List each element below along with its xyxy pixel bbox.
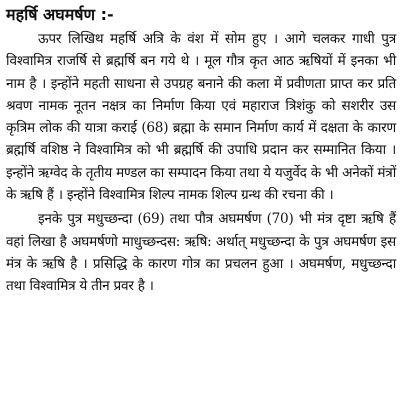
paragraph-2: इनके पुत्र मधुच्छन्दा (69) तथा पौत्र अघमर्षण (70) भी मंत्र दृष्टा ऋषि हैं वहां लिखा है अघमर्षणो माधुच्छन्दस: ऋषि: अर्थात् मधुच्छन्दा के पुत्र अघमर्षण इस मंत्र के ऋषि है । प्रसिद्धि के कारण गोत्र का प्रचलन हुआ । अघमर्षण, मधुच्छन्दा तथा विश्वामित्र ये तीन प्रवर है । (6, 211, 396, 295)
paragraph-1: ऊपर लिखिथ महर्षि अत्रि के वंश में सोम हुए । आगे चलकर गाधी पुत्र विश्वामित्र राजर्षि से ब्रह्मर्षि बन गये थे । मूल गौत्र कृत आठ ऋषियों में इनका भी नाम है । इन्होंने महती साधना से उपग्रह बनाने की कला में प्रवीणता प्राप्त कर प्रति श्रवण नामक नूतन नक्षत्र का निर्माण किया एवं महाराज त्रिशंकु को सशरीर उस कृत्रिम लोक की यात्रा कराई (68) ब्रह्मा के समान निर्माण कार्य में दक्षता के कारण ब्रह्मर्षि वशिष्ठ ने विश्वामित्र को भी ब्रह्मर्षि की उपाधि प्रदान कर सम्मानित किया । इन्होंने ऋग्वेद के तृतीय मण्डल का सम्पादन किया तथा ये यजुर्वेद के भी अनेकों मंत्रों के ऋषि हैं । इन्होंने विश्वामित्र शिल्प नामक शिल्प ग्रन्थ की रचना की । (6, 31, 396, 204)
section-heading: महर्षि अघमर्षण :- (6, 5, 114, 24)
